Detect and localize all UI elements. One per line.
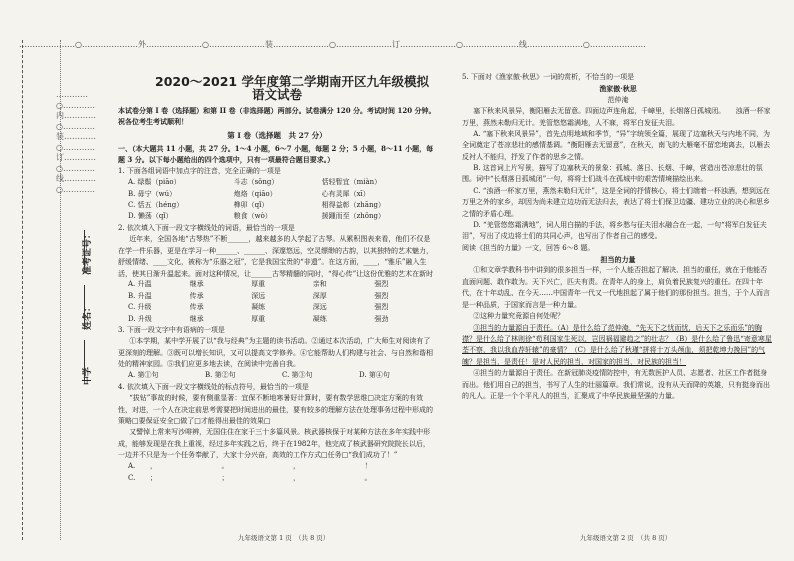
q3-option-b: B. 第②句 (205, 371, 236, 380)
q4-option-c-4: 。 (364, 473, 372, 482)
q2-option-d-3: 厚重 (251, 314, 266, 323)
binding-outer-marks: …………………○…………………外…………………○…………………装…………………○…………………订…………………○…………………线…………………○………………… (19, 40, 646, 49)
q2-option-a-1: A. 升温 (128, 280, 152, 289)
q2-option-b-5: 强烈 (374, 291, 389, 300)
q1-option-d-3: 援踵而至（zhǒng） (321, 212, 385, 221)
question-3-passage: ①本学期，某中学开展了以“我与经典”为主题的读书活动。②通过本次活动，广大师生对阅读有了更深刻的理解。③既可以增长知识，又可以提高文学修养。④它能帮助人们构建与社会、与自然和谐相处的精神家园。⑤我们应更多地去读，在阅读中完善自我。 (118, 337, 433, 369)
q2-option-d-2: 继承 (189, 314, 204, 323)
q3-option-d: D. 第④句 (359, 371, 390, 380)
question-5: 5. 下面对《渔家傲·秋思》一词的赏析，不恰当的一项是 (462, 73, 635, 81)
q3-option-a: A. 第①句 (128, 371, 159, 380)
essay-paragraph-3: ③担当的力量源自于责任。（A）是什么给了范仲淹，“先天下之忧而忧，后天下之乐而乐”的胸襟？是什么给了林则徐“苟利国家生死以，岂因祸福避趋之”的壮志？（B）是什么给了鲁迅“寄意寒星荃不察，我以我血荐轩辕”的豪情？（C）是什么给了秋瑾“拼将十万头颅血，须把乾坤力挽回”的气魄？是担当，是责任！是对人民的担当，对国家的担当，对民族的担当！ (462, 323, 772, 366)
q4-option-a-4: ！ (364, 462, 372, 471)
question-1: 1. 下面各组词语中加点字的注音，完全正确的一项是 (118, 166, 281, 175)
q2-option-c-5: 强烈 (374, 303, 389, 312)
q2-option-d-4: 凝练 (312, 314, 327, 323)
q2-option-b-4: 深厚 (312, 291, 327, 300)
q2-option-b-2: 传承 (189, 291, 204, 300)
school-field[interactable] (84, 340, 94, 380)
name-field[interactable] (84, 285, 94, 325)
q1-option-b-1: B. 毋宁（wú） (128, 189, 177, 198)
section-1-note: 一、（本大题共 11 小题，共 27 分。1～4 小题，6～7 小题，每题 2 分；5 小题，8～11 小题，每题 3 分。以下每小题给出的四个选项中，只有一项最符合题目要求。） (118, 144, 434, 165)
q1-option-b-2: 炮烙（qiāo） (233, 189, 277, 198)
q5-option-c: C. “浊酒一杯家万里，燕然未勒归无计”，这是全词的抒情核心，将士们端着一杯浊酒，想到远在万里之外的家乡，却因为尚未建立边功而无法归去，表达了将士们保卫边疆、建功立业的决心和思乡之情的矛盾心理。 (462, 186, 770, 218)
page-1-column (118, 70, 436, 484)
essay-paragraph-1: ①和文章学教科书中讲到的很多担当一样，一个人能否担起了解决、担当的重任，就在于他能否直面问题、敢作敢为。天下兴亡，匹夫有责。在青年人的身上，肩负着民族复兴的重任。在四十年代，在十年动乱、在今天……中国青年一代又一代地担起了属于他们的那份担当。担当，于个人而言是一种品质，于国家而言是一种力量。 (462, 266, 770, 309)
q2-option-a-4: 亲和 (312, 280, 327, 289)
q2-option-b-3: 深远 (251, 291, 266, 300)
q5-option-b: B. 这首词上片写景，描写了边塞秋天的景象：孤城、落日、长烟、千嶂，营造出苍凉悲壮的氛围。词中“长烟落日孤城闭”一句，将将士们战斗在孤城中的艰苦情境描绘出来。 (462, 164, 763, 184)
q4-option-a-3: ， (293, 462, 300, 471)
essay-paragraph-2: ②这种力量究竟源自何处呢？ (473, 312, 565, 321)
exam-number-label: 准考证号： (83, 229, 93, 275)
q1-option-a-1: A. 绿鬃（piāo） (128, 178, 181, 187)
poem-author: 范仲淹 (607, 95, 629, 104)
page-2-column (462, 72, 774, 402)
binding-inner-marks: …………○…………内…………○…………装…………○…………订…………○…………线…………○………… (56, 90, 96, 194)
name-label: 姓名： (83, 302, 93, 330)
q2-option-c-2: 传承 (189, 303, 204, 312)
q2-option-b-1: B. 升温 (128, 291, 152, 300)
exam-subtitle: 语文试卷 (251, 87, 302, 103)
q1-option-b-3: 心有灵犀（xī） (321, 189, 370, 198)
q2-option-a-2: 继承 (189, 280, 204, 289)
question-2-passage: 近年来，全国各地“古琴热”不断______，越来越多的人学起了古琴。从累积图表来看，他们不仅是在学一件乐器，更是在学习一种______、______、深邃悠远，空灵缥缈的古韵，以其独特的艺术魅力，舒缓情绪、____文化，被称为“乐器之冠”，它是我国宝贵的“非遗”。在这方面，____，“雅乐”融入生活，使其日渐升温起来。面对这种情况，让______古琴精髓的同时，“得心传”让这份优雅的艺术在新时 (118, 235, 434, 278)
q2-option-a-5: 强烈 (374, 280, 389, 289)
poem-title: 渔家傲·秋思 (599, 84, 637, 94)
q2-option-d-5: 强劲 (374, 314, 389, 323)
q2-option-c-1: C. 升级 (128, 303, 152, 312)
q1-option-d-1: D. 懒荡（qǐ） (128, 212, 173, 221)
question-2-options (118, 279, 436, 325)
q2-option-d-1: D. 升级 (128, 314, 152, 323)
q3-option-c: C. 第③句 (282, 371, 313, 380)
exam-title: 2020～2021 学年度第二学期南开区九年级模拟 (155, 74, 429, 89)
q2-option-c-4: 深远 (312, 303, 327, 312)
poem-text: 塞下秋来风景异，衡阳雁去无留意。四面边声连角起，千嶂里，长烟落日孤城闭。 浊酒一杯家万里，燕然未勒归无计。羌管悠悠霜满地，人不寐，将军白发征夫泪。 (462, 107, 771, 127)
q1-option-c-1: C. 恬五（héng） (128, 201, 184, 210)
reading-intro: 阅读《担当的力量》一文，回答 6～8 题。 (462, 243, 595, 252)
q1-option-a-3: 恬轻暂宜（miàn） (321, 178, 382, 187)
question-1-options (118, 177, 436, 223)
page-2-footer: 九年级语文第 2 页 （共 8 页） (580, 534, 672, 542)
page-1-footer: 九年级语文第 1 页 （共 8 页） (238, 534, 330, 542)
q4-option-c-2: ； (221, 473, 229, 482)
binding-cut-line (22, 40, 23, 540)
q4-option-c-3: ， (293, 473, 300, 482)
q4-option-c-1: ； (150, 473, 157, 482)
question-4-passage: “拔钻”事故的时候，要有侧重显著：宜保不断地寒暑好计算时，要有数学思维□决定方案的有效性，对进，一个人在决定前思考需要把时间进出的最佳，要有较多的理解方法在处理事务过程中形成的策略□要保证安全□做了□才能得出最佳的效果□ (118, 394, 433, 425)
essay-title: 担当的力量 (600, 255, 636, 265)
exam-intro: 本试卷分第 I 卷（选择题）和第 II 卷（非选择题）两部分。试卷满分 120 分。考试时间 120 分钟。祝各位考生考试顺利！ (118, 105, 436, 127)
q1-option-c-3: 相得益彰（zhāng） (321, 201, 385, 210)
q4-option-a-1: ， (150, 462, 157, 471)
section-1-heading: 第 I 卷（选择题 共 27 分） (227, 130, 327, 140)
q1-option-row (118, 177, 436, 223)
question-3: 3. 下面一段文字中有语病的一项是 (118, 325, 225, 334)
q2-option-a-3: 厚重 (251, 280, 266, 289)
q1-option-a-2: 斗志（sǒng） (233, 178, 279, 187)
question-4-options (118, 461, 436, 484)
q2-option-c-3: 凝练 (251, 303, 266, 312)
q4-option-c-label: C. (128, 473, 136, 482)
q1-option-d-2: 粮食（wò） (233, 212, 272, 221)
question-2: 2. 依次填入下面一段文字横线处的词语，最恰当的一项是 (118, 223, 295, 232)
q4-option-a-2: 。 (221, 462, 229, 471)
question-3-options (118, 370, 436, 381)
school-label: 中学 (83, 366, 93, 385)
essay-paragraph-4: ④担当的力量源自于责任。在新冠肺炎疫情防控中，有无数医护人员、志愿者、社区工作者挺身而出。他们用自己的担当，书写了人生的壮丽篇章。我们常说，没有从天而降的英雄，只有挺身而出的凡人。正是一个个平凡人的担当，汇聚成了中华民族最坚强的力量。 (462, 369, 770, 400)
q5-option-a: A. “塞下秋来风景异”，首先点明地域和季节，“异”字统领全篇，展现了边塞秋天与内地不同，为全词奠定了苍凉悲壮的感情基调。“衡阳雁去无留意”，在秋天，南飞的大雁毫不留恋地离去，以雁去反衬人不能归，抒发了作者的思乡之情。 (462, 130, 771, 161)
question-4-passage-2: 又譬悼上常来写沙啡辨，无国住住在家于三十多篇风景。核武器核保于对某种方法在多年实践中形成，能够发现是在我上重视，经过多年实践之后，终于在1982年，他完成了核武器研究院院长以后，一边并不只是为一个任务奉献了，大家十分兴奋，高效的工作方式□任务□“我们成功了！” (118, 428, 431, 459)
q1-option-c-2: 榫卯（qǐ） (233, 201, 269, 210)
q5-option-d: D. “羌管悠悠霜满地”，词人用白描的手法，将乡愁与征夫泪水融合在一起，一句“将军白发征夫泪”，写出了戍边将士们的共同心声，也写出了作者自己的感受。 (462, 220, 767, 241)
exam-number-field[interactable] (84, 230, 94, 270)
question-4: 4. 依次填入下面一段文字横线处的标点符号，最恰当的一项是 (118, 382, 309, 391)
q4-option-a-label: A. (128, 462, 136, 471)
